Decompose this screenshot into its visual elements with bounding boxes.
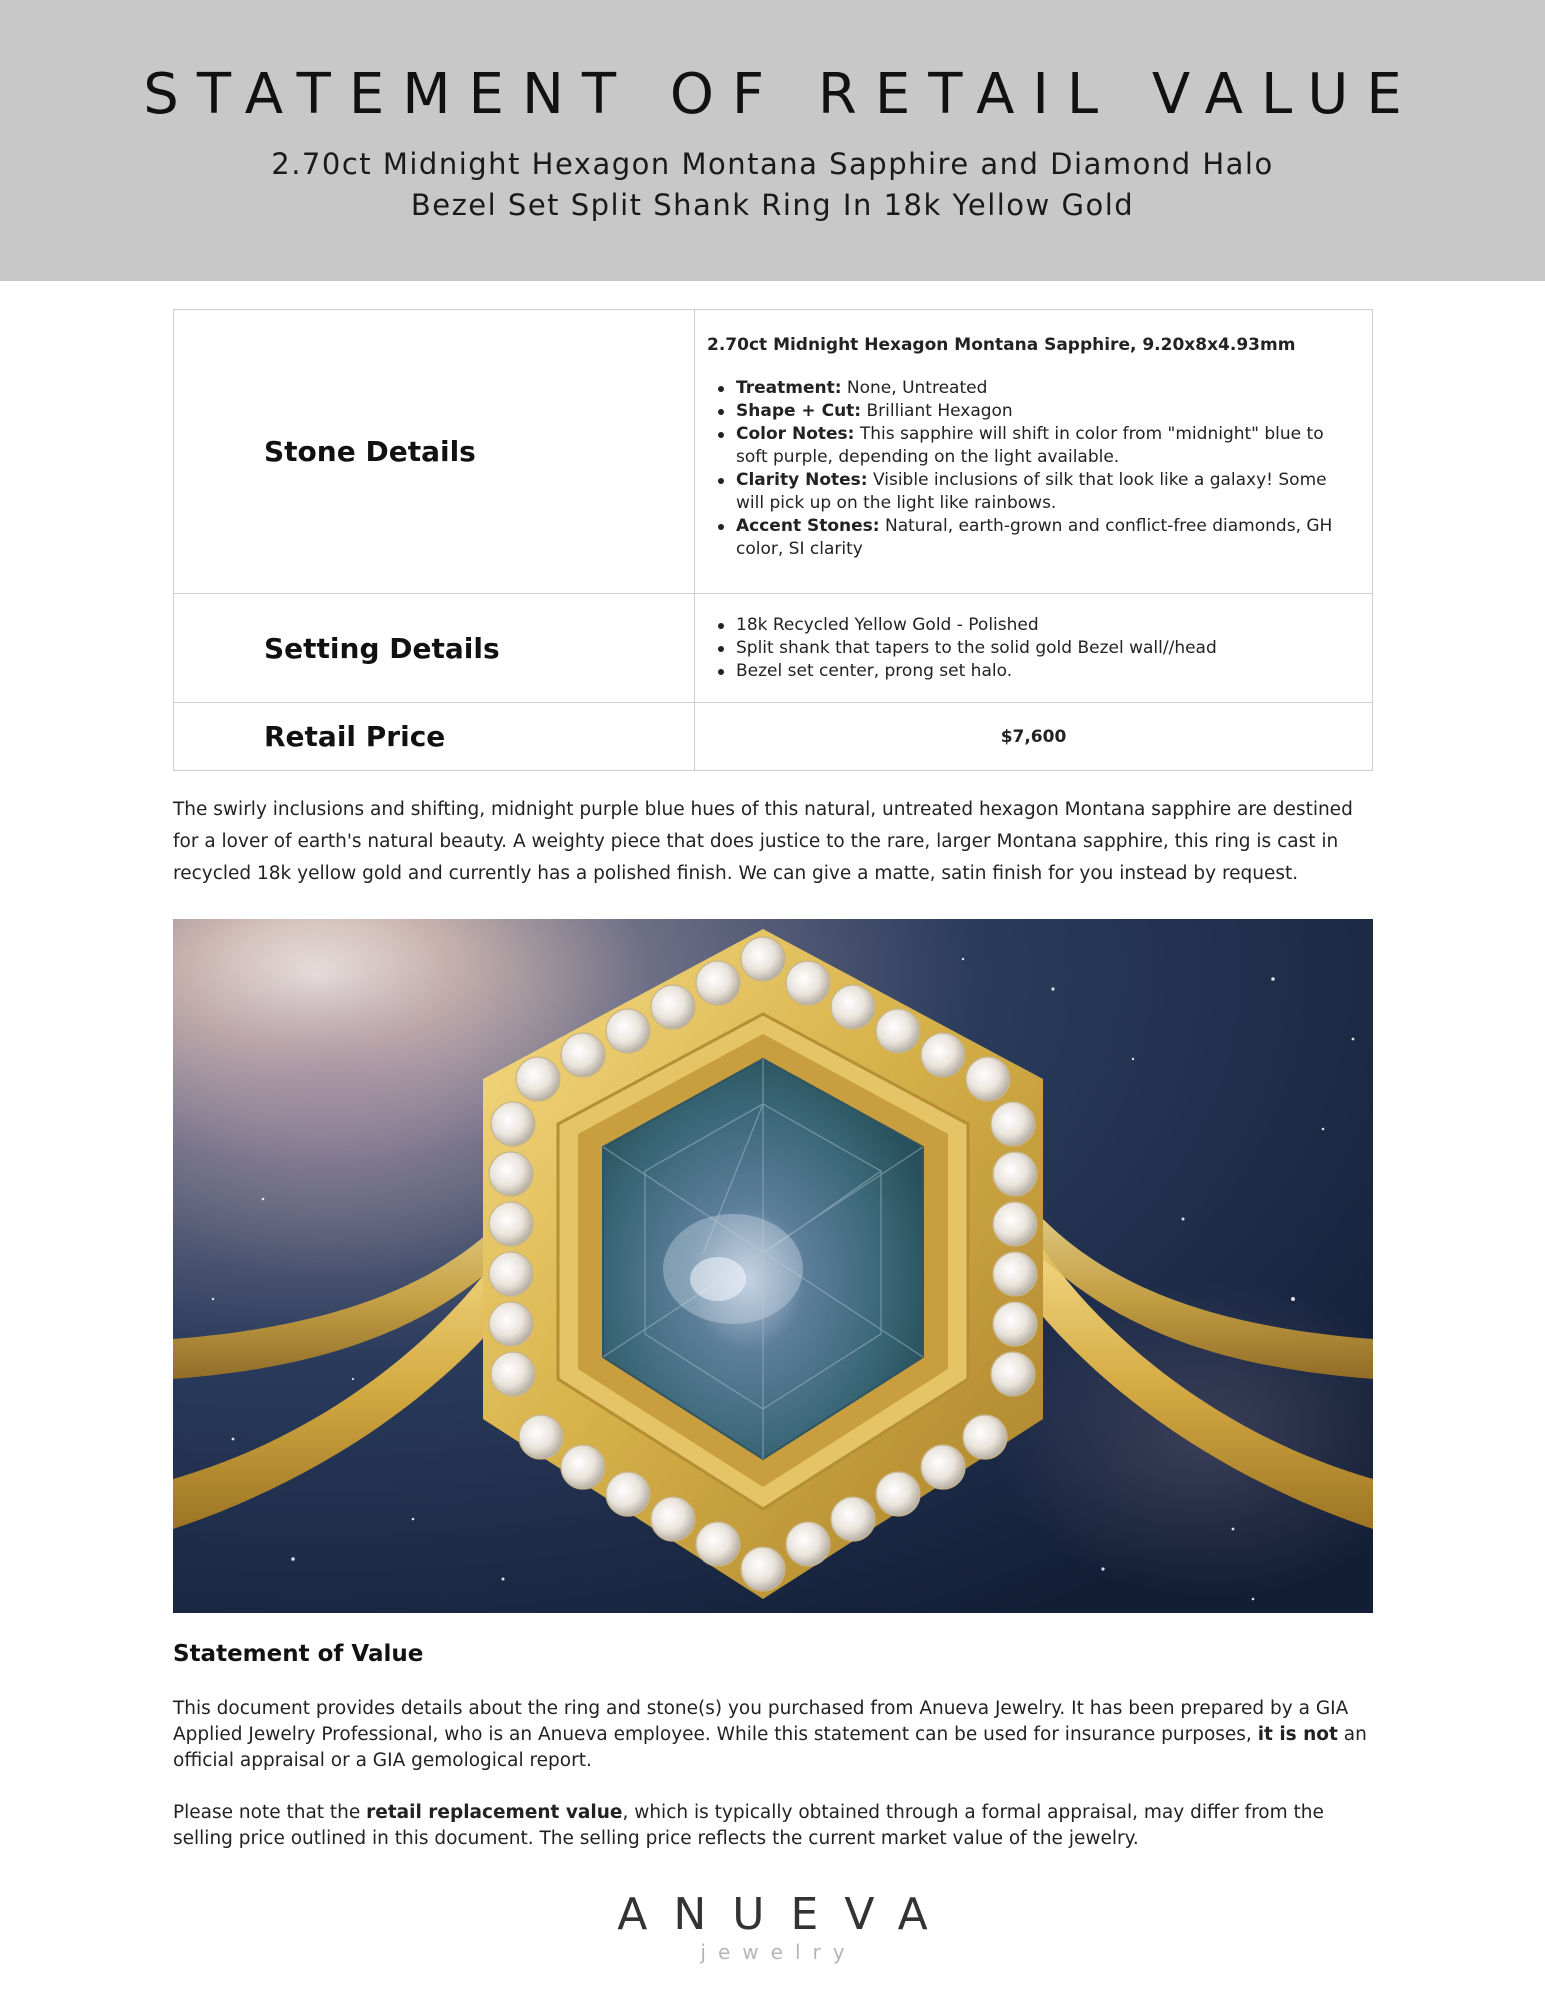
logo-brand: ANUEVA xyxy=(617,1889,954,1940)
detail-value: Natural, earth-grown and conflict-free diamonds, GH color, SI clarity xyxy=(736,515,1333,559)
detail-value: None, Untreated xyxy=(841,377,988,398)
detail-key: Accent Stones: xyxy=(736,515,880,536)
statement-emphasis: retail replacement value xyxy=(366,1802,623,1823)
stone-detail-clarity xyxy=(707,469,1360,515)
stone-detail-treatment xyxy=(707,377,1360,400)
document-subtitle: 2.70ct Midnight Hexagon Montana Sapphire and Diamond Halo Bezel Set Split Shank Ring In 18k Yellow Gold xyxy=(271,147,1274,222)
document-header xyxy=(0,0,1545,281)
logo-subtitle: jewelry xyxy=(700,1940,857,1964)
detail-value: Brilliant Hexagon xyxy=(861,400,1013,421)
detail-value: This sapphire will shift in color from "midnight" blue to soft purple, depending on the light available. xyxy=(736,423,1324,467)
retail-price-row xyxy=(174,703,1373,771)
document-title: STATEMENT OF RETAIL VALUE xyxy=(143,62,1420,127)
stone-detail-shape xyxy=(707,400,1360,423)
statement-paragraph-2 xyxy=(173,1800,1373,1852)
setting-details-list xyxy=(707,614,1360,683)
stone-details-list xyxy=(707,377,1360,561)
details-table xyxy=(173,309,1373,771)
statement-text: This document provides details about the ring and stone(s) you purchased from Anueva Jewelry. It has been prepared by a GIA Applied Jewelry Professional, who is an Anueva employee. While this statement can be used for insurance purposes, xyxy=(173,1698,1349,1745)
statement-text: an official appraisal or a GIA gemological report. xyxy=(173,1724,1367,1771)
stone-details-content xyxy=(695,310,1373,594)
detail-key: Shape + Cut: xyxy=(736,400,862,421)
detail-key: Clarity Notes: xyxy=(736,469,868,490)
setting-details-label: Setting Details xyxy=(174,594,695,703)
statement-text: Please note that the xyxy=(173,1802,367,1823)
retail-price-value: $7,600 xyxy=(695,703,1373,771)
statement-emphasis: it is not xyxy=(1257,1724,1338,1745)
setting-detail-item: Split shank that tapers to the solid gold Bezel wall//head xyxy=(707,637,1360,660)
stone-detail-accent xyxy=(707,515,1360,561)
setting-detail-item: 18k Recycled Yellow Gold - Polished xyxy=(707,614,1360,637)
stone-details-label: Stone Details xyxy=(174,310,695,594)
stone-details-row xyxy=(174,310,1373,594)
setting-details-row xyxy=(174,594,1373,703)
statement-paragraph-1 xyxy=(173,1696,1373,1774)
detail-key: Color Notes: xyxy=(736,423,855,444)
statement-text: , which is typically obtained through a formal appraisal, may differ from the selling price outlined in this document. The selling price reflects the current market value of the jewelry. xyxy=(173,1802,1324,1849)
statement-of-value-heading: Statement of Value xyxy=(173,1641,424,1667)
setting-details-content xyxy=(695,594,1373,703)
stone-detail-color xyxy=(707,423,1360,469)
ring-description: The swirly inclusions and shifting, midnight purple blue hues of this natural, untreated hexagon Montana sapphire are destined for a lover of earth's natural beauty. A weighty piece that does justice to the rare, larger Montana sapphire, this ring is cast in recycled 18k yellow gold and currently has a polished finish. We can give a matte, satin finish for you instead by request. xyxy=(173,799,1353,884)
detail-key: Treatment: xyxy=(736,377,842,398)
detail-value: Visible inclusions of silk that look like a galaxy! Some will pick up on the light like rainbows. xyxy=(736,469,1327,513)
anueva-logo xyxy=(0,1890,1545,1964)
ring-photo xyxy=(173,919,1373,1613)
stone-heading: 2.70ct Midnight Hexagon Montana Sapphire, 9.20x8x4.93mm xyxy=(707,334,1296,355)
retail-price-label: Retail Price xyxy=(174,703,695,771)
setting-detail-item: Bezel set center, prong set halo. xyxy=(707,660,1360,683)
